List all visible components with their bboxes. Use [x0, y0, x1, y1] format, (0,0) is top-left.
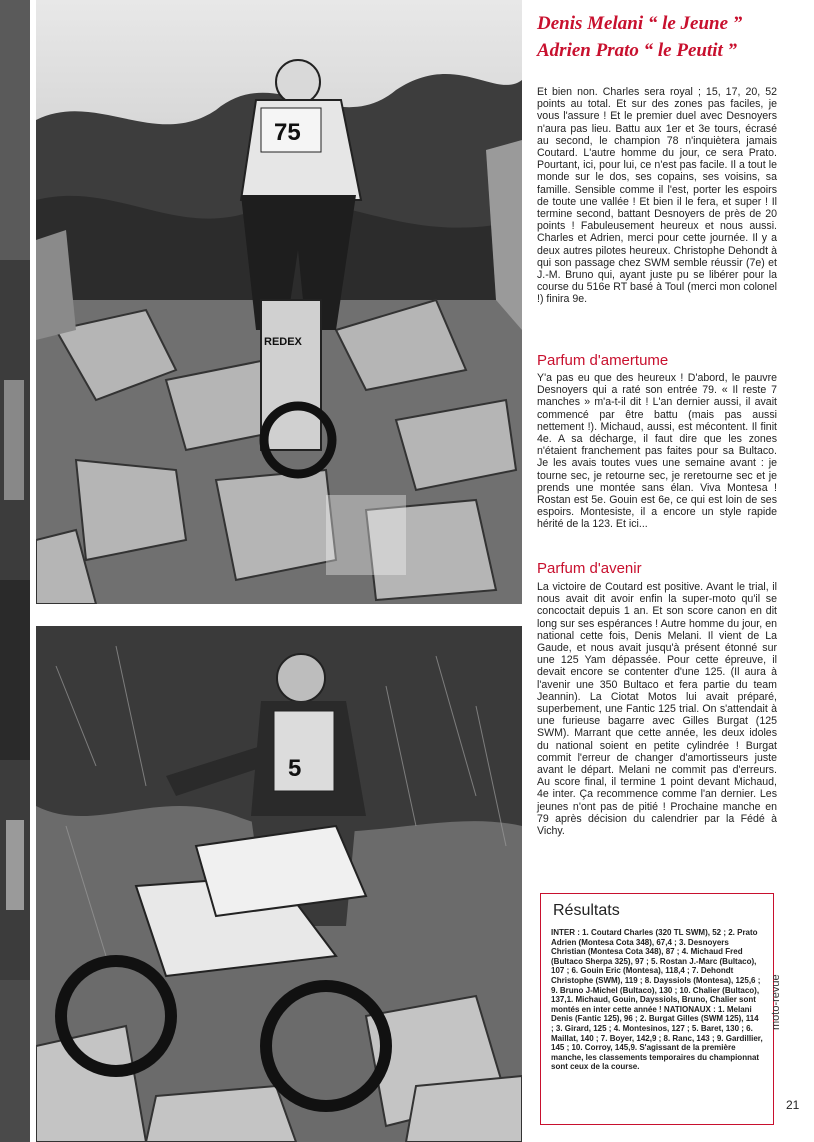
article-intro-text: Et bien non. Charles sera royal ; 15, 17, 20, 52 points au total. Et sur des zones pas faciles, je vous l'assure ! Et le premier duel avec Desnoyers n'aura pas lieu. Battu aux 1er et 3e tours, écrasé au second, le champion 78 n'inquiètera jamais Coutard. L'autre homme du jour, ce sera Prato. Pourtant, ici, pour lui, ce n'est pas facile. Il a tout le monde sur le dos, ses copains, ses voisins, sa famille. Sensible comme il l'est, porter les espoirs de toute une vallée ! Et bien il le fera, et super ! Il termine second, battant Desnoyers de près de 20 points ! Fabuleusement heureux et nous aussi. Charles et Adrien, merci pour cette journée. Il y a deux autres pilotes heureux. Christophe Dehondt à qui son passage chez SWM semble réussir (7e) et J.-M. Bruno qui, ayant juste pu se libérer pour la course du 516e RT basé à Toul (merci mon colonel !) finira 9e. — [537, 86, 777, 306]
subheading-parfum-avenir: Parfum d'avenir — [537, 560, 642, 577]
headline-line-2: Adrien Prato “ le Peutit ” — [537, 40, 738, 61]
photo-rider-climbing-rocks — [36, 0, 522, 604]
bottom-rider-number: 5 — [288, 755, 302, 782]
photo-rider-fantic-trial — [36, 626, 522, 1142]
magazine-name-label: moto-revue — [770, 974, 782, 1030]
article-headline — [537, 10, 777, 64]
bike-sponsor-decal: REDEX — [264, 336, 302, 348]
headline-line-1: Denis Melani “ le Jeune ” — [537, 13, 743, 34]
adjacent-photo-strip — [0, 0, 30, 1142]
results-text: INTER : 1. Coutard Charles (320 TL SWM), 52 ; 2. Prato Adrien (Montesa Cota 348), 67,4 ; 3. Desnoyers Christian (Montesa Cota 348), 87 ; 4. Michaud Fred (Bultaco Sherpa 325), 97 ; 5. Rostan J.-Marc (Bultaco), 107 ; 6. Gouin Eric (Montesa), 118,4 ; 7. Dehondt Christophe (SWM), 119 ; 8. Dayssiols (Montesa), 125,6 ; 9. Bruno J-Michel (Bultaco), 130 ; 10. Chalier (Bultaco), 137,1. Michaud, Gouin, Dayssiols, Bruno, Chalier sont montés en inter cette année ! NATIONAUX : 1. Melani Denis (Fantic 125), 96 ; 2. Burgat Gilles (SWM 125), 114 ; 3. Girard, 125 ; 4. Montesinos, 127 ; 5. Baret, 130 ; 6. Maillat, 140 ; 7. Boyer, 142,9 ; 8. Ranc, 143 ; 9. Gardillier, 145 ; 10. Corroy, 145,9. S'agissant de la première manche, les classements temporaires du championnat sont ceux de la course. — [551, 928, 763, 1072]
results-title: Résultats — [553, 902, 620, 919]
article-section-amertume: Y'a pas eu que des heureux ! D'abord, le pauvre Desnoyers qui a raté son entrée 79. « Il reste 7 manches » m'a-t-il dit ! L'an dernier aussi, il avait commencé par être battu (mais pas aussi nettement !). Michaud, aussi, est mécontent. Il finit 4e. A sa décharge, il faut dire que les zones n'étaient franchement pas faites pour sa Bultaco. Je les avais toutes vues une semaine avant : je tourne sec, je retourne sec, je reretourne sec et je prends une montée sans élan. Viva Montesa ! Rostan est 5e. Gouin est 6e, ce qui est loin de ses espoirs. Montesiste, il a encore un style rapide hérité de la 123. Et ici... — [537, 372, 777, 531]
page-number: 21 — [786, 1098, 800, 1112]
article-section-avenir: La victoire de Coutard est positive. Avant le trial, il nous avait dit avoir enfin la super-moto qu'il se concoctait depuis 1 an. Et son score canon en dit long sur ses espérances ! Autre homme du jour, en national cette fois, Denis Melani. Il vient de La Gaude, et nous avait jusqu'à présent étonné sur une 125 Yam dépassée. Pour cette épreuve, il devait encore se contenter d'une 125. (Il aura à l'avenir une 350 Bultaco et fera partie du team Jeannin). La Ciotat Motos lui avait préparé, superbement, une Fantic 125 trial. On s'attendait à une furieuse bagarre avec Gilles Burgat (125 SWM). Marrant que cette année, les deux idoles du national soient en petite cylindrée ! Burgat commit l'erreur de changer d'amortisseurs juste avant le départ. Melani ne commit pas d'erreurs. Au score final, il termine 1 point devant Michaud, 4e inter. Ça recommence comme l'an dernier. Les jeunes n'ont pas de pitié ! Prochaine manche en 79 après décision du calendrier par la Fédé à Vichy. — [537, 581, 777, 838]
top-rider-number: 75 — [274, 119, 301, 146]
results-box — [540, 893, 774, 1125]
subheading-parfum-amertume: Parfum d'amertume — [537, 352, 669, 369]
